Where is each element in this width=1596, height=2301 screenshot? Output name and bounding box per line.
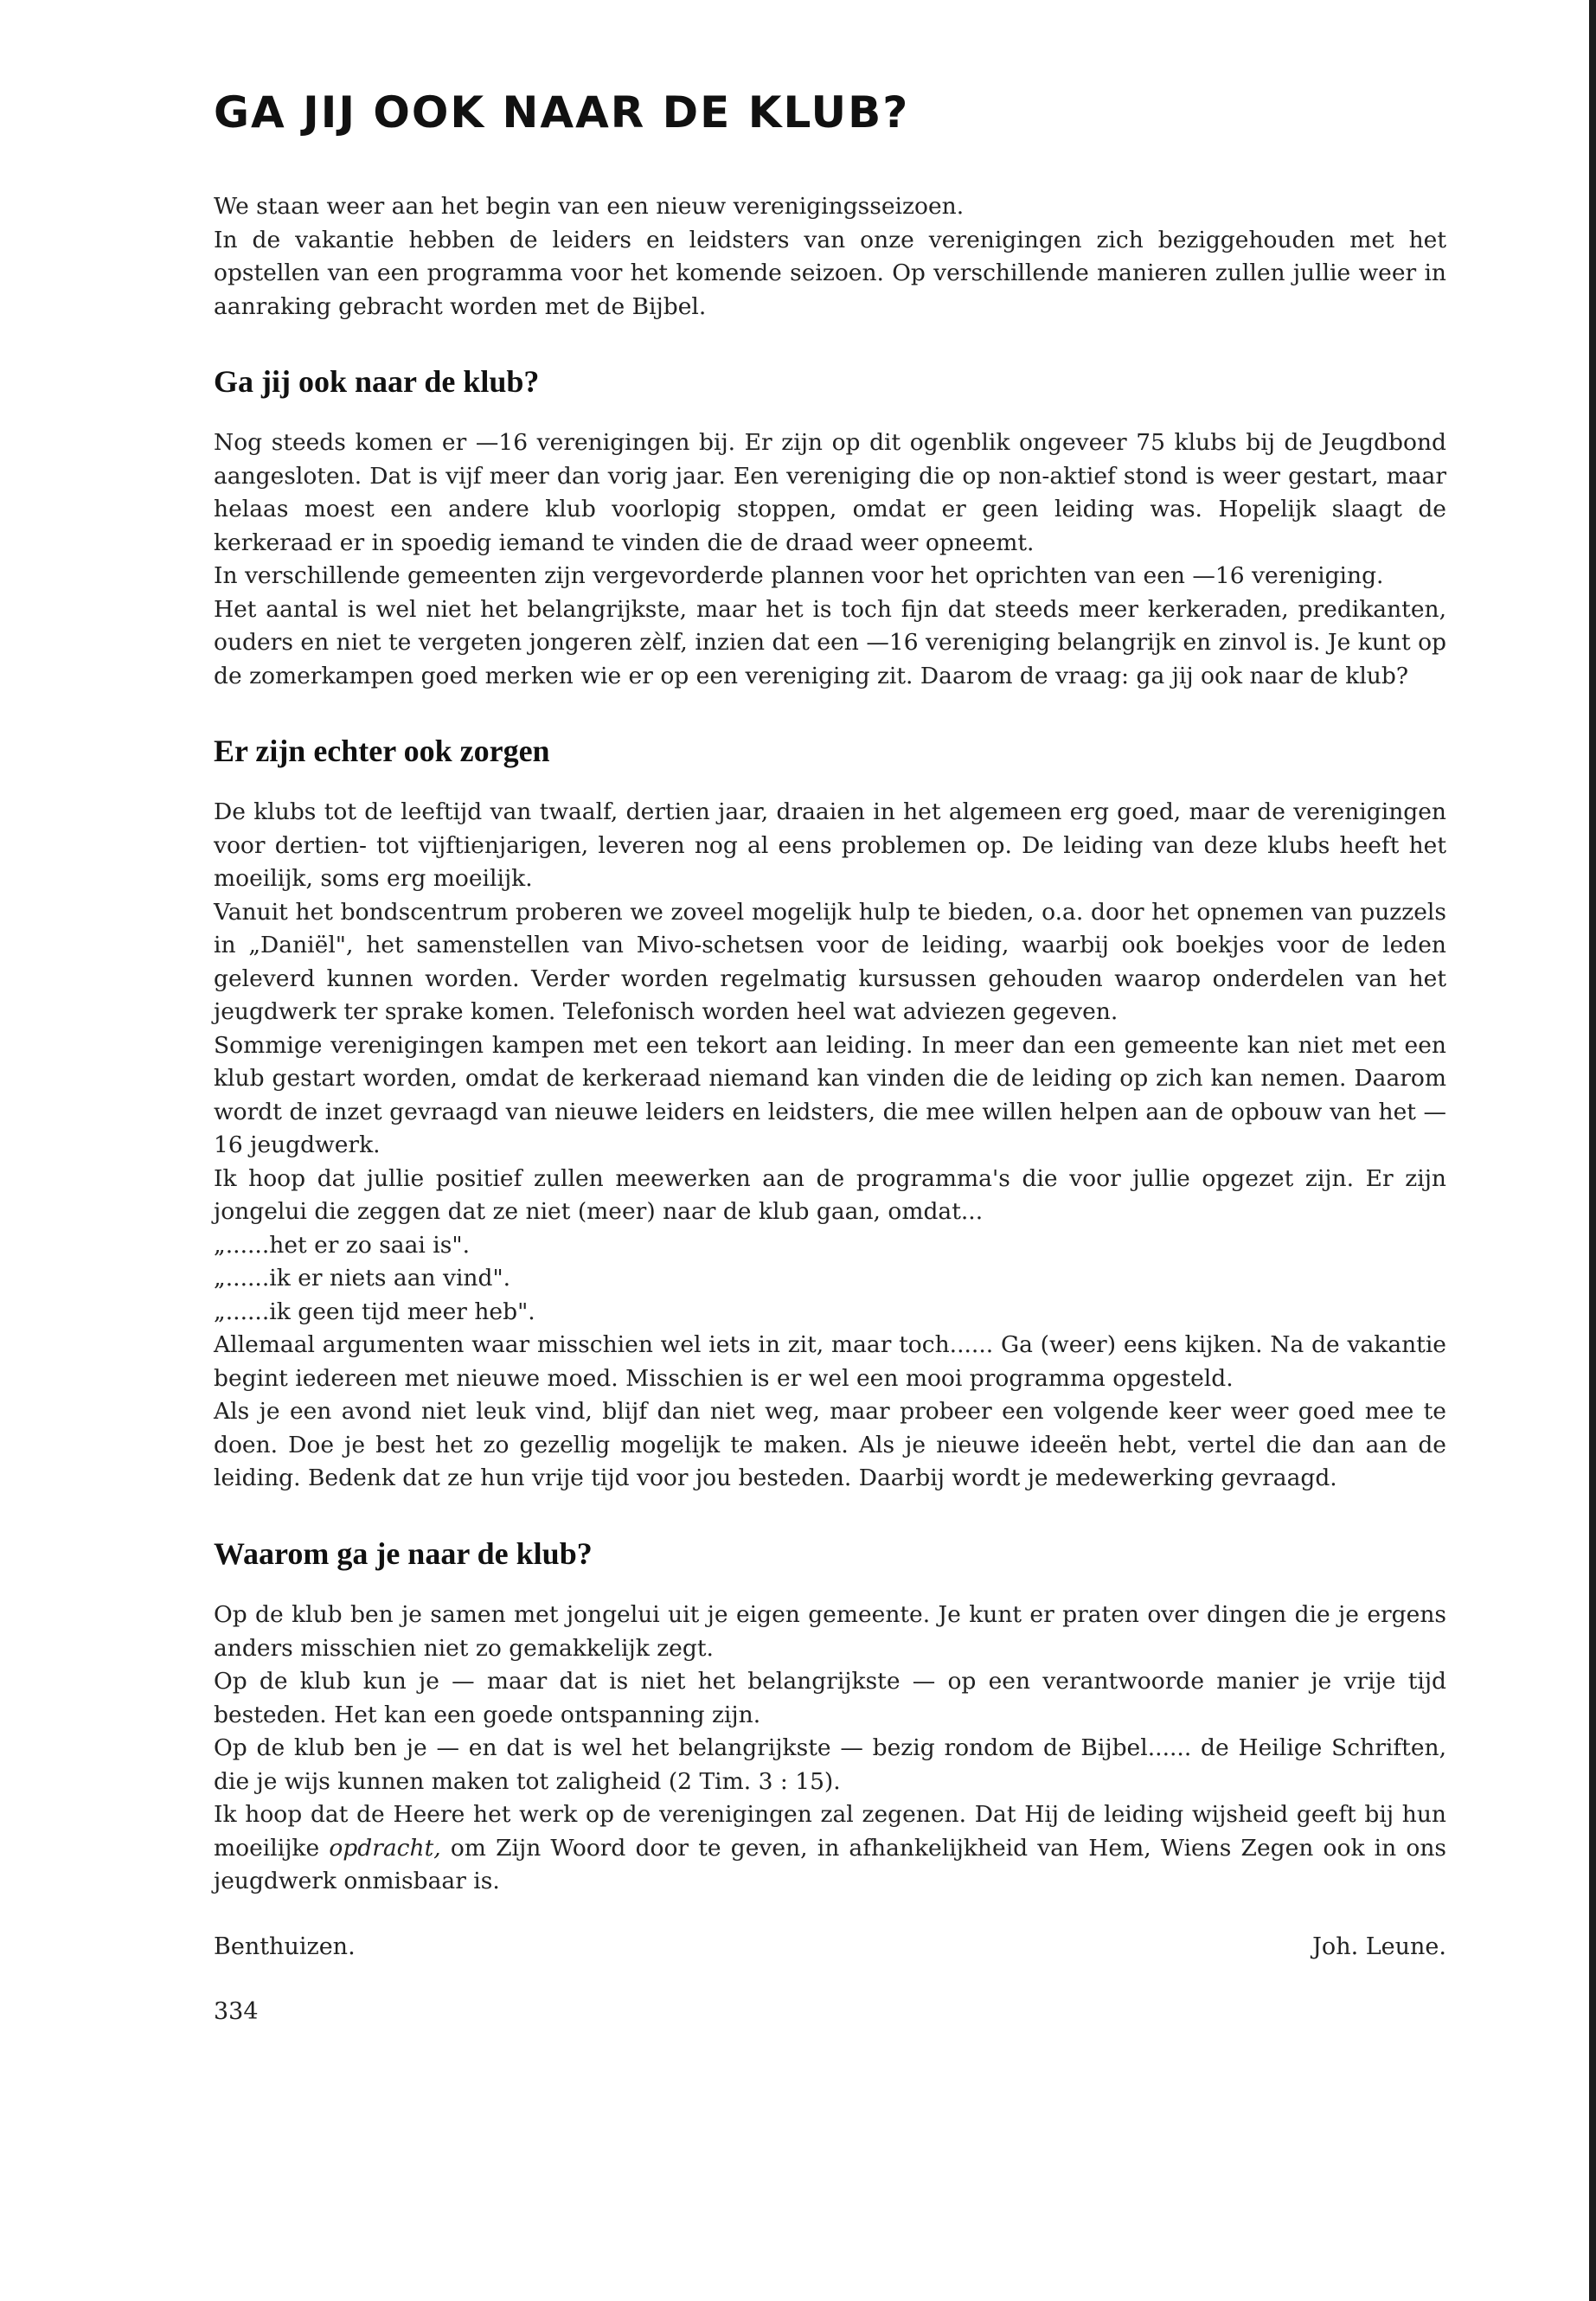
section1-paragraph-2: In verschillende gemeenten zijn vergevorderde plannen voor het oprichten van een —16 vereniging. — [214, 562, 1384, 590]
section-heading-zorgen: Er zijn echter ook zorgen — [214, 734, 550, 769]
section3-paragraph-2: Op de klub kun je — maar dat is niet het belangrijkste — op een verantwoorde manier je vrije tijd besteden. Het kan een goede ontspanning zijn. — [214, 1668, 1446, 1728]
page-number: 334 — [214, 1997, 259, 2025]
intro-paragraph-2: In de vakantie hebben de leiders en leidsters van onze verenigingen zich beziggehouden met het opstellen van een programma voor het komende seizoen. Op verschillende manieren zullen jullie weer in aanraking gebracht worden met de Bijbel. — [214, 226, 1446, 320]
closing-text-start: Ik hoop dat de Heere het werk op de verenigingen zal zegenen. Dat Hij de leiding wijsheid geeft bij hun moeilijke — [214, 1801, 1446, 1862]
signature-author: Joh. Leune. — [1312, 1932, 1446, 1960]
intro-paragraph-1: We staan weer aan het begin van een nieuw verenigingsseizoen. — [214, 193, 965, 220]
section-klub — [214, 426, 1446, 693]
section2-quote-1: „......het er zo saai is". — [214, 1231, 470, 1259]
section3-closing-paragraph — [214, 1798, 1446, 1899]
section1-paragraph-3: Het aantal is wel niet het belangrijkste, maar het is toch fijn dat steeds meer kerkeraden, predikanten, ouders en niet te vergeten jongeren zèlf, inzien dat een —16 vereniging belangrijk en zinvol is. Je kunt op de zomerkampen goed merken wie er op een vereniging zit. Daarom de vraag: ga jij ook naar de klub? — [214, 595, 1446, 689]
section2-paragraph-2: Vanuit het bondscentrum proberen we zoveel mogelijk hulp te bieden, o.a. door het opnemen van puzzels in „Daniël", het samenstellen van Mivo-schetsen voor de leiding, waarbij ook boekjes voor de leden geleverd kunnen worden. Verder worden regelmatig kursussen gehouden waarop onderdelen van het jeugdwerk ter sprake komen. Telefonisch worden heel wat adviezen gegeven. — [214, 898, 1446, 1026]
signature-place: Benthuizen. — [214, 1932, 356, 1960]
section-waarom — [214, 1599, 1446, 1899]
section1-paragraph-1: Nog steeds komen er —16 verenigingen bij. Er zijn op dit ogenblik ongeveer 75 klubs bij de Jeugdbond aangesloten. Dat is vijf meer dan vorig jaar. Een vereniging die op non-aktief stond is weer gestart, maar helaas moest een andere klub voorlopig stoppen, omdat er geen leiding was. Hopelijk slaagt de kerkeraad er in spoedig iemand te vinden die de draad weer opneemt. — [214, 429, 1446, 556]
section-heading-klub: Ga jij ook naar de klub? — [214, 364, 540, 399]
section2-paragraph-4: Ik hoop dat jullie positief zullen meewerken aan de programma's die voor jullie opgezet zijn. Er zijn jongelui die zeggen dat ze niet (meer) naar de klub gaan, omdat... — [214, 1164, 1446, 1226]
section3-paragraph-1: Op de klub ben je samen met jongelui uit je eigen gemeente. Je kunt er praten over dingen die je ergens anders misschien niet zo gemakkelijk zegt. — [214, 1601, 1446, 1662]
section2-paragraph-6: Als je een avond niet leuk vind, blijf dan niet weg, maar probeer een volgende keer weer goed mee te doen. Doe je best het zo gezellig mogelijk te maken. Als je nieuwe ideeën hebt, vertel die dan aan de leiding. Bedenk dat ze hun vrije tijd voor jou besteden. Daarbij wordt je medewerking gevraagd. — [214, 1398, 1446, 1492]
section2-paragraph-5: Allemaal argumenten waar misschien wel iets in zit, maar toch...... Ga (weer) eens kijken. Na de vakantie begint iedereen met nieuwe moed. Misschien is er wel een mooi programma opgesteld. — [214, 1331, 1446, 1392]
section-zorgen — [214, 796, 1446, 1496]
intro — [214, 190, 1446, 324]
section2-paragraph-3: Sommige verenigingen kampen met een tekort aan leiding. In meer dan een gemeente kan niet met een klub gestart worden, omdat de kerkeraad niemand kan vinden die de leiding op zich kan nemen. Daarom wordt de inzet gevraagd van nieuwe leiders en leidsters, die mee willen helpen aan de opbouw van het —16 jeugdwerk. — [214, 1031, 1446, 1159]
page-edge-rule — [1589, 0, 1596, 2301]
section2-paragraph-1: De klubs tot de leeftijd van twaalf, dertien jaar, draaien in het algemeen erg goed, maar de verenigingen voor dertien- tot vijftienjarigen, leveren nog al eens problemen op. De leiding van deze klubs heeft het moeilijk, soms erg moeilijk. — [214, 798, 1446, 893]
article — [214, 87, 1446, 2025]
article-title: GA JIJ OOK NAAR DE KLUB? — [214, 87, 910, 138]
section3-paragraph-3: Op de klub ben je — en dat is wel het belangrijkste — bezig rondom de Bijbel...... de Heilige Schriften, die je wijs kunnen maken tot zaligheid (2 Tim. 3 : 15). — [214, 1734, 1446, 1795]
closing-emphasis: opdracht, — [329, 1834, 441, 1862]
section2-quote-3: „......ik geen tijd meer heb". — [214, 1298, 535, 1325]
signature-line — [214, 1933, 1446, 1960]
section-heading-waarom: Waarom ga je naar de klub? — [214, 1535, 593, 1571]
closing-text-end: om Zijn Woord door te geven, in afhankelijkheid van Hem, Wiens Zegen ook in ons jeugdwerk onmisbaar is. — [214, 1834, 1446, 1895]
section2-quote-2: „......ik er niets aan vind". — [214, 1265, 511, 1292]
